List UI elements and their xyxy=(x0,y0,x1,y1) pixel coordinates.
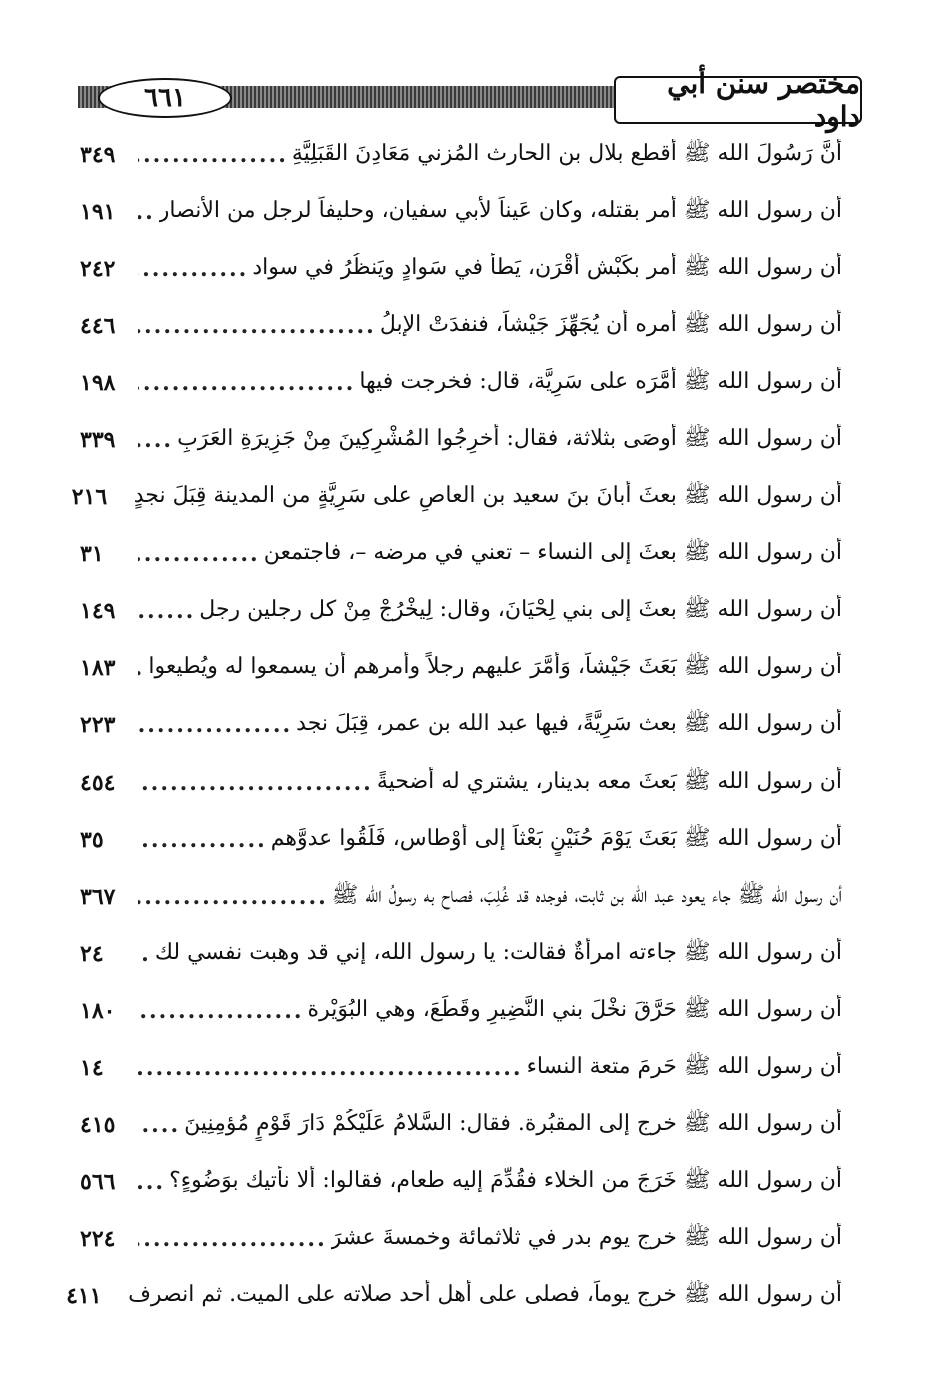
index-entry xyxy=(80,583,842,640)
dot-leader xyxy=(138,941,151,967)
index-entry xyxy=(80,1154,842,1211)
entry-text: أن رسول الله ﷺ خرج إلى المقبُرة. فقال: السَّلامُ عَلَيْكُمْ دَارَ قَوْمٍ مُؤمِنِينَ xyxy=(184,1111,842,1137)
entry-text: أن رسول الله ﷺ جاءته امرأةٌ فقالت: يا رسول الله، إني قد وهبت نفسي لك xyxy=(154,939,842,965)
index-entry xyxy=(80,126,842,183)
entry-page-number: ٢٤ xyxy=(80,940,104,967)
entry-text: أن رسول الله ﷺ بعث سَرِيَّةً، فيها عبد الله بن عمر، قِبَلَ نجد xyxy=(296,711,842,737)
entry-text: أن رسول الله ﷺ أمر بقتله، وكان عَيناً لأبي سفيان، وحليفاً لرجل من الأنصار xyxy=(158,197,842,223)
dot-leader xyxy=(138,712,292,738)
book-title: مختصر سنن أبي داود xyxy=(667,67,860,133)
dot-leader xyxy=(138,256,248,282)
entry-page-number: ١٨٠ xyxy=(80,997,116,1024)
dot-leader xyxy=(138,998,304,1024)
index-entry xyxy=(80,925,842,982)
dot-leader xyxy=(138,541,260,567)
entry-text: أن رسول الله ﷺ أوصَى بثلاثة، فقال: أخرِجُوا المُشْرِكِينَ مِنْ جَزِيرَةِ العَرَبِ xyxy=(177,426,842,452)
dot-leader xyxy=(138,655,144,681)
index-entry xyxy=(80,697,842,754)
hadith-index-list xyxy=(66,126,842,1325)
entry-text: أن رسول الله ﷺ بعثَ إلى النساء – تعني في مرضه –، فاجتمعن xyxy=(263,540,842,566)
page-number: ٦٦١ xyxy=(144,83,186,113)
entry-text: أن رسول الله ﷺ بَعَثَ يَوْمَ حُنَيْنٍ بَعْثاً إلى أوْطاس، فَلَقُوا عدوَّهم xyxy=(270,825,842,851)
entry-text: أن رسول الله ﷺ جاء يعود عبد الله بن ثابت، فوجده قد غُلِبَ، فصاح به رسولُ الله ﷺ xyxy=(331,882,842,908)
entry-page-number: ٤٥٤ xyxy=(80,769,116,796)
entry-page-number: ٣١ xyxy=(80,541,104,568)
entry-page-number: ١٩١ xyxy=(80,198,116,225)
entry-text: أن رسول الله ﷺ حَرمَ متعة النساء xyxy=(526,1054,842,1080)
index-entry xyxy=(80,297,842,354)
index-entry xyxy=(80,240,842,297)
entry-page-number: ٤١١ xyxy=(66,1283,102,1310)
entry-page-number: ٢٢٣ xyxy=(80,712,116,739)
dot-leader xyxy=(138,142,288,168)
entry-text: أن رسول الله ﷺ بعثَ إلى بني لِحْيَانَ، وقال: لِيخْرُجْ مِنْ كل رجلين رجل xyxy=(199,597,842,623)
dot-leader xyxy=(138,884,328,910)
entry-page-number: ٢١٦ xyxy=(71,484,108,511)
entry-text: أن رسول الله ﷺ بعثَ أبانَ بنَ سعيد بن العاصِ على سَرِيَّةٍ من المدينة قِبَلَ نجدٍ xyxy=(133,483,842,509)
entry-page-number: ٤١٥ xyxy=(80,1112,116,1139)
index-entry xyxy=(80,1211,842,1268)
dot-leader xyxy=(138,770,373,796)
entry-text: أن رسول الله ﷺ أمره أن يُجَهِّزَ جَيْشاً، فنفدَتْ الإبلُ xyxy=(379,311,842,337)
entry-page-number: ١٨٣ xyxy=(80,655,116,682)
index-entry xyxy=(80,183,842,240)
page-number-oval xyxy=(98,78,232,118)
index-entry xyxy=(80,754,842,811)
index-entry xyxy=(80,411,842,468)
entry-text: أن رسول الله ﷺ حَرَّقَ نخْلَ بني النَّضِيرِ وقَطَعَ، وهي البُوَيْرة xyxy=(307,996,842,1022)
entry-text: أن رسول الله ﷺ خرج يوم بدر في ثلاثمائة وخمسةَ عشرَ xyxy=(330,1225,842,1251)
dot-leader xyxy=(138,1226,327,1252)
entry-text: أن رسول الله ﷺ أمَّرَه على سَرِيَّة، قال: فخرجت فيها xyxy=(359,368,842,394)
entry-page-number: ١٩٨ xyxy=(80,369,116,396)
dot-leader xyxy=(138,199,155,225)
entry-page-number: ٢٢٤ xyxy=(80,1226,116,1253)
dot-leader xyxy=(138,1169,165,1195)
entry-page-number: ٣٣٩ xyxy=(80,427,116,454)
entry-page-number: ٣٤٩ xyxy=(80,141,116,168)
entry-page-number: ١٤ xyxy=(80,1055,104,1082)
entry-page-number: ٣٦٧ xyxy=(80,883,116,910)
index-entry xyxy=(80,1040,842,1097)
index-entry xyxy=(80,640,842,697)
index-entry xyxy=(80,1097,842,1154)
entry-text: أنَّ رَسُولَ الله ﷺ أقطع بلال بن الحارث المُزني مَعَادِنَ القَبَلِيَّةِ xyxy=(291,140,842,166)
entry-text: أن رسول الله ﷺ بَعثَ معه بدينار، يشتري له أُضحيةً xyxy=(376,768,842,794)
index-entry xyxy=(71,469,842,526)
index-entry xyxy=(80,982,842,1039)
index-entry xyxy=(80,811,842,868)
index-entry xyxy=(80,868,842,925)
entry-page-number: ٢٤٢ xyxy=(80,255,116,282)
dot-leader xyxy=(138,313,376,339)
entry-text: أن رسول الله ﷺ خَرَجَ من الخلاء فقُدِّمَ إليه طعام، فقالوا: ألا نأتيك بوَضُوءٍ؟ xyxy=(169,1168,842,1194)
dot-leader xyxy=(138,370,355,396)
entry-text: أن رسول الله ﷺ خرج يوماً، فصلى على أهل أُحد صلاته على الميت. ثم انصرف xyxy=(128,1282,842,1308)
dot-leader xyxy=(138,1112,180,1138)
entry-page-number: ١٤٩ xyxy=(80,598,116,625)
entry-text: أن رسول الله ﷺ بَعَثَ جَيْشاً، وَأَمَّرَ عليهم رجلاً وأمرهم أن يسمعوا له ويُطيعوا xyxy=(148,654,842,680)
entry-page-number: ٤٤٦ xyxy=(80,312,116,339)
dot-leader xyxy=(138,598,195,624)
index-entry xyxy=(80,354,842,411)
entry-page-number: ٥٦٦ xyxy=(80,1169,116,1196)
entry-text: أن رسول الله ﷺ أمر بكَبْش أقْرَن، يَطأ في سَوادٍ ويَنظُرُ في سواد xyxy=(252,254,842,280)
book-title-box xyxy=(614,67,862,133)
index-entry xyxy=(66,1268,842,1325)
entry-page-number: ٣٥ xyxy=(80,826,104,853)
index-entry xyxy=(80,526,842,583)
dot-leader xyxy=(138,427,173,453)
dot-leader xyxy=(138,1055,523,1081)
page-header xyxy=(78,67,862,133)
dot-leader xyxy=(138,827,267,853)
